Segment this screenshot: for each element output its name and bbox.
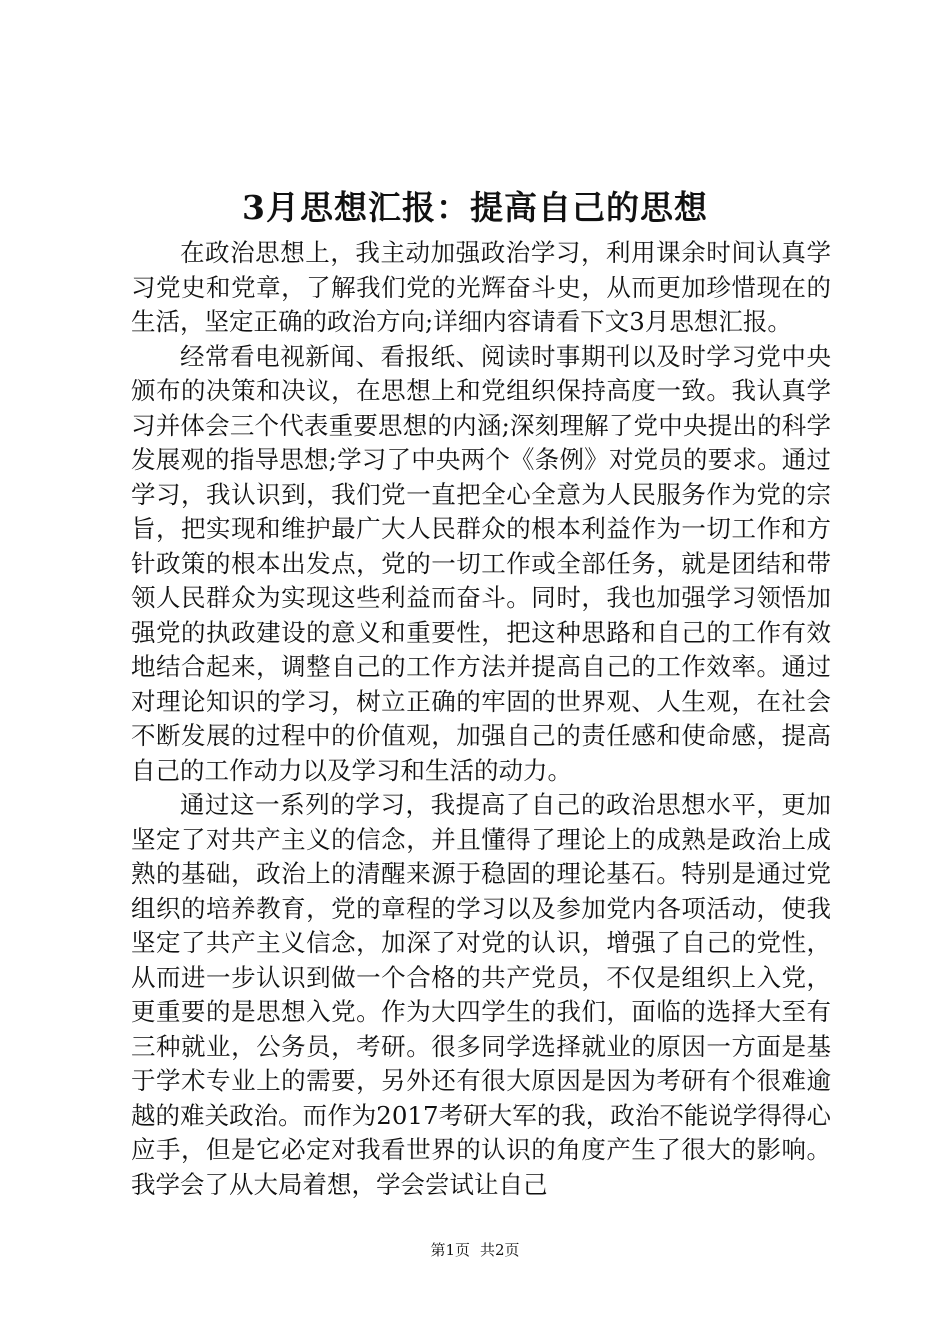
page-number-total: 共2页 xyxy=(480,1241,520,1259)
paragraph-1: 在政治思想上，我主动加强政治学习，利用课余时间认真学习党史和党章，了解我们党的光辉奋斗史，从而更加珍惜现在的生活，坚定正确的政治方向;详细内容请看下文3月思想汇报。 xyxy=(131,238,831,336)
page-number-current: 第1页 xyxy=(430,1241,470,1259)
document-body xyxy=(131,236,831,1202)
paragraph-2: 经常看电视新闻、看报纸、阅读时事期刊以及时学习党中央颁布的决策和决议，在思想上和党组织保持高度一致。我认真学习并体会三个代表重要思想的内涵;深刻理解了党中央提出的科学发展观的指导思想;学习了中央两个《条例》对党员的要求。通过学习，我认识到，我们党一直把全心全意为人民服务作为党的宗旨，把实现和维护最广大人民群众的根本利益作为一切工作和方针政策的根本出发点，党的一切工作或全部任务，就是团结和带领人民群众为实现这些利益而奋斗。同时，我也加强学习领悟加强党的执政建设的意义和重要性，把这种思路和自己的工作有效地结合起来，调整自己的工作方法并提高自己的工作效率。通过对理论知识的学习，树立正确的牢固的世界观、人生观，在社会不断发展的过程中的价值观，加强自己的责任感和使命感，提高自己的工作动力以及学习和生活的动力。 xyxy=(131,341,831,785)
paragraph-3: 通过这一系列的学习，我提高了自己的政治思想水平，更加坚定了对共产主义的信念，并且懂得了理论上的成熟是政治上成熟的基础，政治上的清醒来源于稳固的理论基石。特别是通过党组织的培养教育，党的章程的学习以及参加党内各项活动，使我坚定了共产主义信念，加深了对党的认识，增强了自己的党性，从而进一步认识到做一个合格的共产党员，不仅是组织上入党，更重要的是思想入党。作为大四学生的我们，面临的选择大至有三种就业，公务员，考研。很多同学选择就业的原因一方面是基于学术专业上的需要，另外还有很大原因是因为考研有个很难逾越的难关政治。而作为2017考研大军的我，政治不能说学得得心应手，但是它必定对我看世界的认识的角度产生了很大的影响。我学会了从大局着想，学会尝试让自己 xyxy=(131,790,831,1199)
document-title: 3月思想汇报：提高自己的思想 xyxy=(242,188,708,227)
page-footer xyxy=(0,1238,950,1262)
